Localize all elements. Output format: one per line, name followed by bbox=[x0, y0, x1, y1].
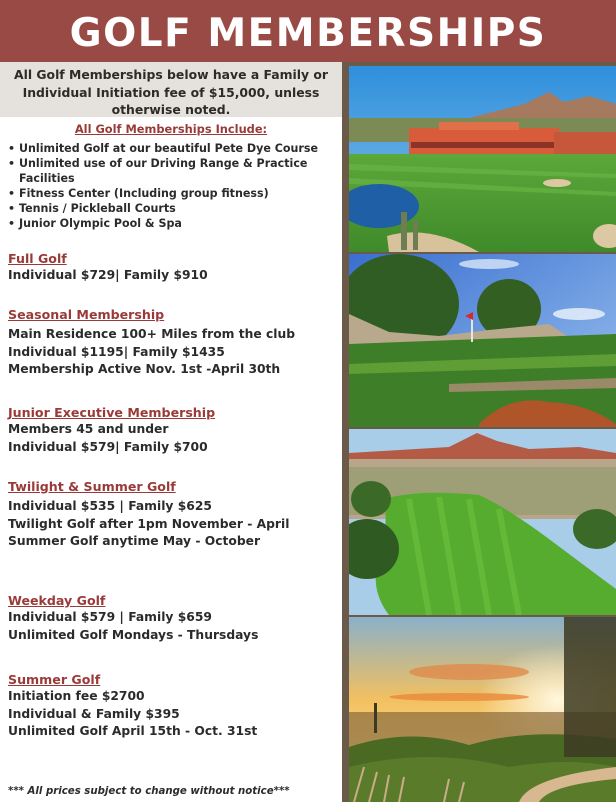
plan-detail: Membership Active Nov. 1st -April 30th bbox=[8, 362, 281, 376]
plan-detail: Twilight Golf after 1pm November - April bbox=[8, 516, 290, 531]
plan-title: Summer Golf bbox=[8, 672, 101, 687]
plan-price: Individual $1195| Family $1435 bbox=[8, 344, 225, 359]
plan-seasonal-membership bbox=[8, 306, 338, 379]
flag-and-rock-wall-photo bbox=[349, 254, 616, 427]
plan-detail: Main Residence 100+ Miles from the club bbox=[8, 327, 296, 341]
includes-list bbox=[0, 141, 342, 231]
plan-title: Full Golf bbox=[8, 251, 67, 266]
plan-price: Individual $579| Family $700 bbox=[8, 439, 208, 454]
sunset-course-photo bbox=[349, 617, 616, 802]
plan-twilight-summer-golf bbox=[8, 478, 338, 551]
plan-title: Junior Executive Membership bbox=[8, 405, 216, 420]
includes-item: • Unlimited use of our Driving Range & Practice Facilities bbox=[8, 156, 342, 186]
photo-column bbox=[349, 62, 616, 802]
plan-summer-golf bbox=[8, 671, 338, 741]
plan-junior-executive bbox=[8, 404, 338, 456]
fairway-and-red-mountain-photo bbox=[349, 429, 616, 615]
plan-price: Individual $579 | Family $659 bbox=[8, 610, 212, 624]
clubhouse-and-pond-photo bbox=[349, 66, 616, 252]
includes-item: • Fitness Center (Including group fitness) bbox=[8, 186, 342, 201]
plan-detail: Summer Golf anytime May - October bbox=[8, 534, 261, 548]
page-header bbox=[0, 0, 616, 62]
plan-title: Seasonal Membership bbox=[8, 307, 165, 322]
plan-detail: Members 45 and under bbox=[8, 422, 169, 436]
price-disclaimer: *** All prices subject to change without notice*** bbox=[8, 786, 290, 797]
plan-price: Individual $535 | Family $625 bbox=[8, 499, 212, 513]
initiation-fee-notice: All Golf Memberships below have a Family or Individual Initiation fee of $15,000, unless otherwise noted. bbox=[0, 62, 342, 117]
page-title: GOLF MEMBERSHIPS bbox=[69, 10, 547, 56]
plan-price: Individual & Family $395 bbox=[8, 706, 180, 721]
membership-details-panel bbox=[0, 62, 342, 802]
includes-item: • Junior Olympic Pool & Spa bbox=[8, 216, 342, 231]
includes-item: • Tennis / Pickleball Courts bbox=[8, 201, 342, 216]
plan-full-golf bbox=[8, 250, 338, 285]
plan-weekday-golf bbox=[8, 592, 338, 644]
column-divider bbox=[342, 62, 349, 802]
plan-detail: Unlimited Golf Mondays - Thursdays bbox=[8, 627, 259, 642]
includes-heading: All Golf Memberships Include: bbox=[74, 122, 268, 136]
plan-price: Individual $729| Family $910 bbox=[8, 268, 208, 282]
plan-title: Weekday Golf bbox=[8, 593, 106, 608]
plan-title: Twilight & Summer Golf bbox=[8, 479, 176, 494]
includes-item: • Unlimited Golf at our beautiful Pete Dye Course bbox=[8, 141, 342, 156]
plan-detail: Initiation fee $2700 bbox=[8, 689, 145, 703]
plan-detail: Unlimited Golf April 15th - Oct. 31st bbox=[8, 724, 258, 738]
